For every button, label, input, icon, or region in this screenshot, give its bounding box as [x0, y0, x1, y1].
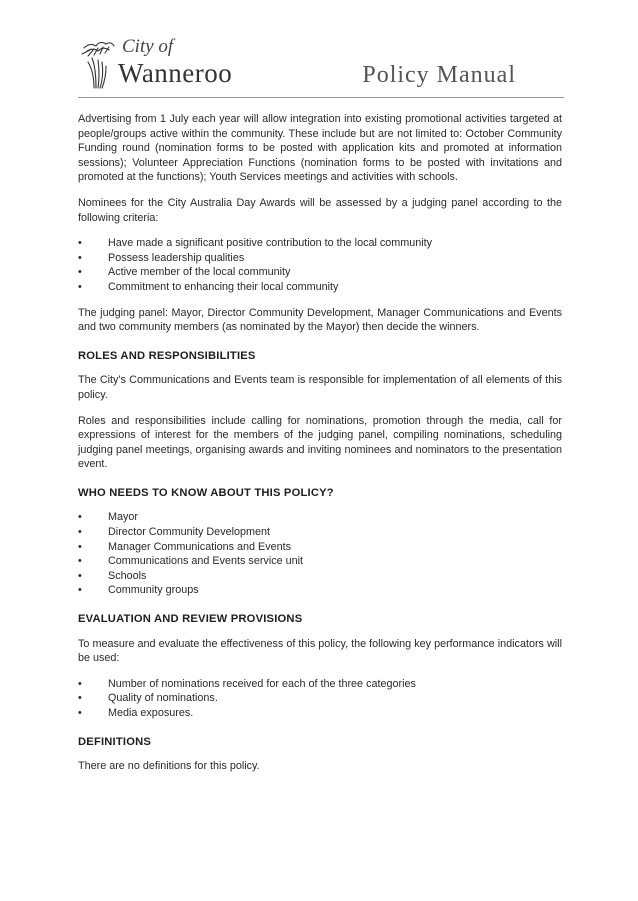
city-logo — [78, 34, 248, 96]
section-heading-who-needs: WHO NEEDS TO KNOW ABOUT THIS POLICY? — [78, 486, 334, 499]
roles-paragraph-2: Roles and responsibilities include calling for nominations, promotion through the media, call for expressions of interest for the members of the judging panel, compiling nominations, scheduling judging panel meetings, organising awards and inviting nominees and nominators to the presentation event. — [78, 414, 562, 471]
page-header — [78, 34, 564, 96]
evaluation-paragraph: To measure and evaluate the effectiveness of this policy, the following key performance indicators will be used: — [78, 637, 562, 665]
section-heading-definitions: DEFINITIONS — [78, 735, 152, 748]
document-body — [78, 112, 562, 785]
list-item: • Mayor — [78, 510, 562, 525]
list-item: • Possess leadership qualities — [78, 251, 562, 266]
stakeholder-list — [78, 510, 562, 598]
banksia-logo-icon — [78, 38, 118, 90]
kpi-list — [78, 677, 562, 721]
roles-paragraph-1: The City's Communications and Events team is responsible for implementation of all elements of this policy. — [78, 374, 562, 401]
list-item: • Number of nominations received for each of the three categories — [78, 677, 562, 692]
list-item: • Community groups — [78, 583, 562, 598]
list-item: • Director Community Development — [78, 525, 562, 540]
definitions-paragraph: There are no definitions for this policy. — [78, 760, 260, 773]
header-divider — [78, 97, 564, 98]
list-item: • Schools — [78, 569, 562, 584]
logo-city-of: City of — [122, 36, 174, 57]
intro-paragraph-3: The judging panel: Mayor, Director Community Development, Manager Communications and Events and two community members (as nominated by the Mayor) then decide the winners. — [78, 306, 562, 334]
logo-city-name: Wanneroo — [118, 58, 233, 88]
section-heading-roles: ROLES AND RESPONSIBILITIES — [78, 349, 256, 362]
list-item: • Media exposures. — [78, 706, 562, 721]
list-item: • Quality of nominations. — [78, 691, 562, 706]
list-item: • Active member of the local community — [78, 265, 562, 280]
section-heading-evaluation: EVALUATION AND REVIEW PROVISIONS — [78, 613, 303, 626]
intro-paragraph-2: Nominees for the City Australia Day Awards will be assessed by a judging panel according to the following criteria: — [78, 196, 562, 224]
intro-paragraph-1: Advertising from 1 July each year will allow integration into existing promotional activities targeted at people/groups active within the community. These include but are not limited to: October Community Funding round (nomination forms to be posted with application kits and promoted at information sessions); Volunteer Appreciation Functions (nomination forms to be posted with invitations and promoted at the functions); Youth Services meetings and activities with schools. — [78, 113, 562, 184]
manual-title: Policy Manual — [362, 62, 516, 88]
list-item: • Have made a significant positive contribution to the local community — [78, 236, 562, 251]
list-item: • Manager Communications and Events — [78, 540, 562, 555]
list-item: • Communications and Events service unit — [78, 554, 562, 569]
criteria-list — [78, 236, 562, 294]
list-item: • Commitment to enhancing their local community — [78, 280, 562, 295]
